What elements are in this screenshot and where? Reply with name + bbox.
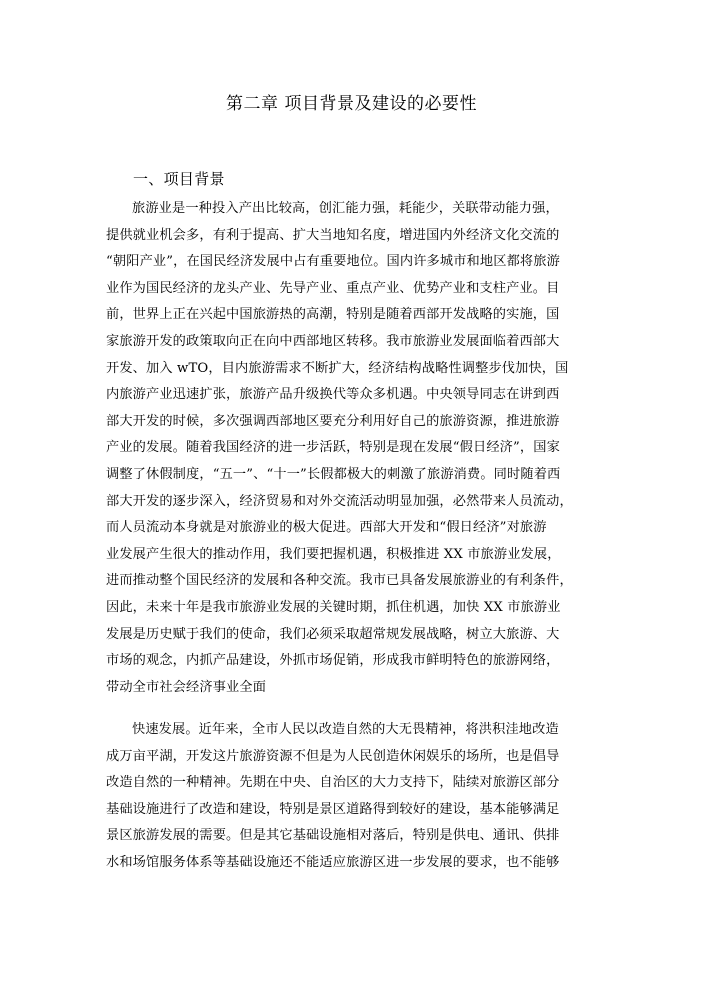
text-line: 提供就业机会多，有利于提高、扩大当地知名度，增进国内外经济文化交流的 xyxy=(106,227,560,243)
text-line: 景区旅游发展的需要。但是其它基础设施相对落后，特别是供电、通讯、供排 xyxy=(106,828,560,844)
section-heading: 一、项目背景 xyxy=(133,170,225,188)
text-line: 家旅游开发的政策取向正在向中西部地区转移。我市旅游业发展面临着西部大 xyxy=(106,333,560,349)
text-line: 快速发展。近年来，全市人民以改造自然的大无畏精神，将洪积洼地改造 xyxy=(132,722,559,737)
text-line: 产业的发展。随着我国经济的进一步活跃，特别是现在发展“假日经济”，国家 xyxy=(106,440,560,456)
text-line: 带动全市社会经济事业全面 xyxy=(106,679,267,695)
text-line: 发展是历史赋于我们的使命，我们必须采取超常规发展战略，树立大旅游、大 xyxy=(106,626,560,642)
text-line: 而人员流动本身就是对旅游业的极大促进。西部大开发和“假日经济”对旅游 xyxy=(106,520,547,536)
text-line: 业发展产生很大的推动作用，我们要把握机遇，积极推进 XX 市旅游业发展， xyxy=(106,546,561,562)
text-line: 前，世界上正在兴起中国旅游热的高潮，特别是随着西部开发战略的实施，国 xyxy=(106,307,560,323)
text-line: 部大开发的时候，多次强调西部地区要充分利用好自己的旅游资源，推进旅游 xyxy=(106,413,560,429)
text-line: 进而推动整个国民经济的发展和各种交流。我市已具备发展旅游业的有利条件， xyxy=(106,573,573,589)
paragraph-project-background xyxy=(106,196,594,701)
text-line: “朝阳产业”，在国民经济发展中占有重要地位。国内许多城市和地区都将旅游 xyxy=(106,254,560,270)
text-line: 改造自然的一种精神。先期在中央、自治区的大力支持下，陆续对旅游区部分 xyxy=(106,775,560,791)
text-line: 基础设施进行了改造和建设，特别是景区道路得到较好的建设，基本能够满足 xyxy=(106,801,560,817)
text-line: 开发、加入 wTO，目内旅游需求不断扩大，经济结构战略性调整步伐加快，国 xyxy=(106,360,569,376)
text-line: 成万亩平湖，开发这片旅游资源不但是为人民创造休闲娱乐的场所，也是倡导 xyxy=(106,748,560,764)
chapter-title: 第二章 项目背景及建设的必要性 xyxy=(226,94,477,114)
text-line: 市场的观念，内抓产品建设，外抓市场促销，形成我市鲜明特色的旅游网络， xyxy=(106,653,560,669)
text-line: 业作为国民经济的龙头产业、先导产业、重点产业、优势产业和支柱产业。目 xyxy=(106,280,560,296)
paragraph-development-status xyxy=(106,717,594,877)
text-line: 调整了休假制度，“五一”、“十一”长假都极大的刺激了旅游消费。同时随着西 xyxy=(106,466,561,482)
text-line: 部大开发的逐步深入，经济贸易和对外交流活动明显加强，必然带来人员流动， xyxy=(106,493,573,509)
text-line: 水和场馆服务体系等基础设施还不能适应旅游区进一步发展的要求，也不能够 xyxy=(106,854,560,870)
text-line: 旅游业是一种投入产出比较高，创汇能力强，耗能少，关联带动能力强， xyxy=(132,201,559,216)
text-line: 因此，未来十年是我市旅游业发展的关键时期，抓住机遇，加快 XX 市旅游业 xyxy=(106,599,561,615)
text-line: 内旅游产业迅速扩张，旅游产品升级换代等众多机遇。中央领导同志在讲到西 xyxy=(106,387,560,403)
